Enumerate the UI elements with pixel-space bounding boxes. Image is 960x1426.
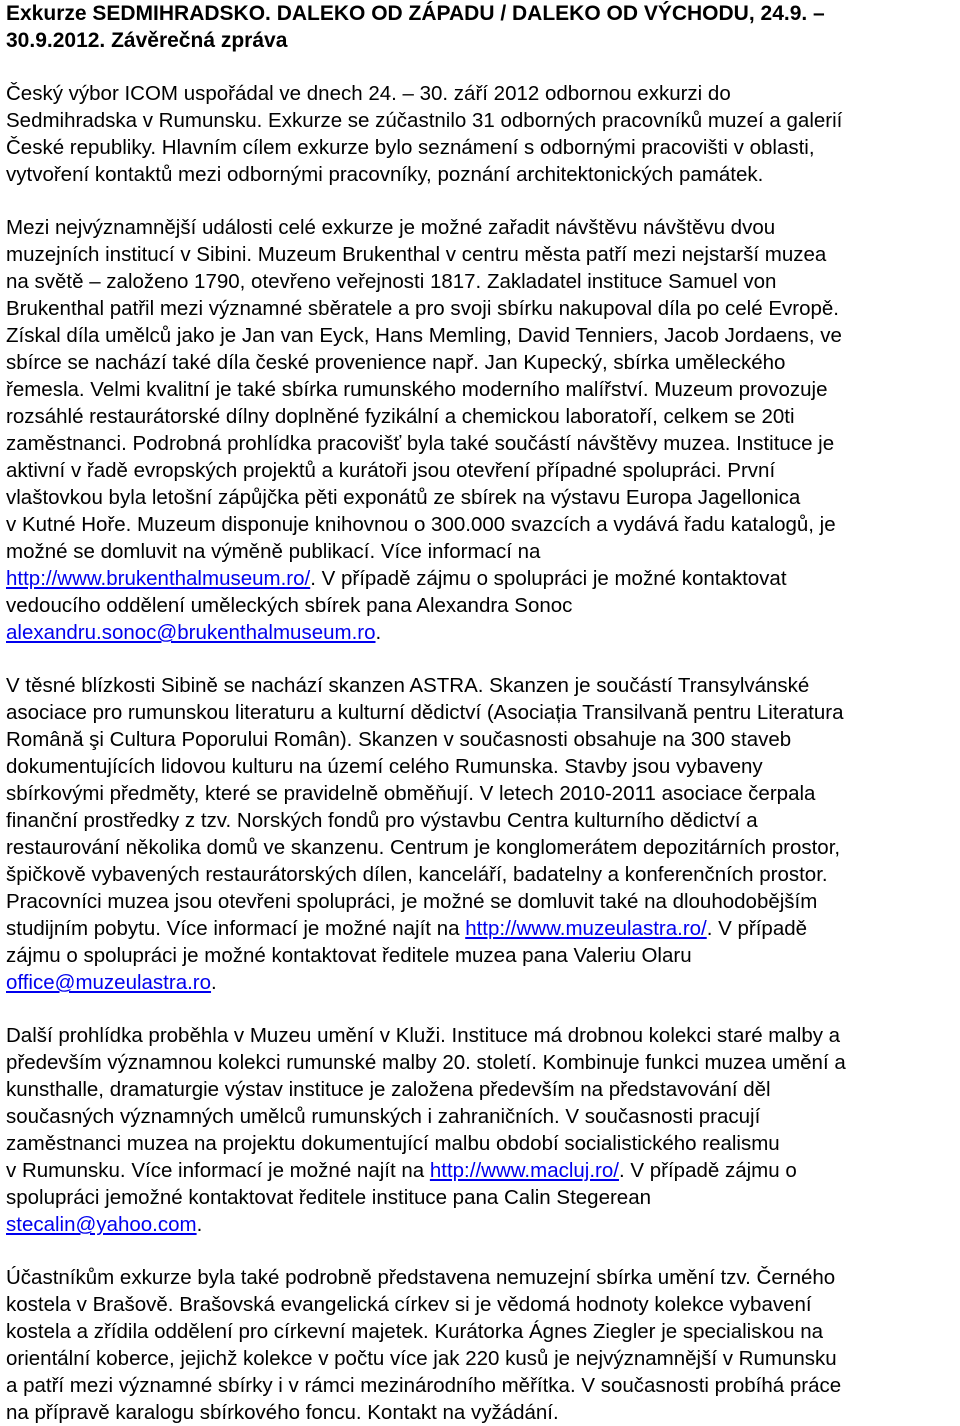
text-line-with-email — [6, 1211, 960, 1238]
text-line-with-link — [6, 915, 960, 942]
paragraph-gap — [6, 646, 960, 672]
paragraph-gap — [6, 54, 960, 80]
astra-website-link[interactable]: http://www.muzeulastra.ro/ — [465, 917, 707, 940]
paragraph-gap — [6, 188, 960, 214]
text-line: V těsné blízkosti Sibině se nachází skanzen ASTRA. Skanzen je součástí Transylvánské — [6, 674, 810, 697]
title-line-1 — [6, 0, 960, 27]
text-line: finanční prostředky z tzv. Norských fondů pro výstavbu Centra kulturního dědictví a — [6, 809, 758, 832]
text-line-with-email — [6, 969, 960, 996]
paragraph-cluj — [6, 1022, 960, 1238]
text-line: Mezi nejvýznamnější události celé exkurze je možné zařadit návštěvu návštěvu dvou — [6, 216, 776, 239]
text-line: kostela v Brašově. Brašovská evangelická církev si je vědomá hodnoty kolekce vybavení — [6, 1293, 812, 1316]
text-line: sbírkovými předměty, které se pravidelně obměňují. V letech 2010-2011 asociace čerpala — [6, 782, 816, 805]
text-line: restaurování několika domů ve skanzenu. Centrum je konglomerátem depozitárních prostor, — [6, 836, 841, 859]
text-line-with-link — [6, 565, 960, 592]
text-line: Další prohlídka proběhla v Muzeu umění v Kluži. Instituce má drobnou kolekci staré malby a — [6, 1024, 841, 1047]
text-line: řemesla. Velmi kvalitní je také sbírka rumunského moderního malířství. Muzeum provozuje — [6, 378, 828, 401]
paragraph-intro — [6, 80, 960, 188]
paragraph-black-church — [6, 1264, 960, 1426]
macluj-website-link[interactable]: http://www.macluj.ro/ — [429, 1159, 619, 1182]
text-line: kostela a zřídila oddělení pro církevní majetek. Kurátorka Ágnes Ziegler je specialiskou na — [6, 1320, 824, 1343]
document-title — [6, 0, 960, 54]
text-fragment: v Rumunsku. Více informací je možné najít na — [6, 1159, 430, 1182]
text-line: rozsáhlé restaurátorské dílny doplněné fyzikální a chemickou laboratoří, celkem se 20ti — [6, 405, 795, 428]
text-fragment: . V případě — [706, 917, 808, 940]
brukenthal-website-link[interactable]: http://www.brukenthalmuseum.ro/ — [6, 567, 311, 590]
text-line: vytvoření kontaktů mezi odbornými pracovníky, poznání architektonických památek. — [6, 163, 764, 186]
text-line: špičkově vybavených restaurátorských dílen, kanceláří, badatelny a konferenčních prostor. — [6, 863, 828, 886]
text-line: v Kutné Hoře. Muzeum disponuje knihovnou o 300.000 svazcích a vydává řadu katalogů, je — [6, 513, 836, 536]
text-line: muzejních institucí v Sibini. Muzeum Brukenthal v centru města patří mezi nejstarší muzea — [6, 243, 827, 266]
title-line-1-text: Exkurze SEDMIHRADSKO. DALEKO OD ZÁPADU / DALEKO OD VÝCHODU, 24.9. – — [6, 2, 825, 25]
text-fragment: . — [375, 621, 382, 644]
text-line: současných významných umělců rumunských i zahraničních. V současnosti pracují — [6, 1105, 761, 1128]
text-line: na přípravě karalogu sbírkového foncu. Kontakt na vyžádání. — [6, 1401, 559, 1424]
title-line-2-text: 30.9.2012. Závěrečná zpráva — [6, 29, 288, 52]
text-line: vlaštovkou byla letošní zápůjčka pěti exponátů ze sbírek na výstavu Europa Jagellonica — [6, 486, 801, 509]
text-line: zájmu o spolupráci je možné kontaktovat ředitele muzea pana Valeriu Olaru — [6, 944, 692, 967]
text-fragment: . — [211, 971, 217, 994]
paragraph-astra — [6, 672, 960, 996]
text-fragment: . V případě zájmu o spolupráci je možné kontaktovat — [310, 567, 787, 590]
text-fragment: . — [196, 1213, 203, 1236]
paragraph-brukenthal — [6, 214, 960, 646]
text-line: Română şi Cultura Poporului Român). Skanzen v současnosti obsahuje na 300 staveb — [6, 728, 792, 751]
text-line: kunsthalle, dramaturgie výstav instituce je založena především na představování děl — [6, 1078, 771, 1101]
text-line: Český výbor ICOM uspořádal ve dnech 24. – 30. září 2012 odbornou exkurzi do — [6, 82, 731, 105]
text-line: možné se domluvit na výměně publikací. Více informací na — [6, 540, 541, 563]
text-line: zaměstnanci muzea na projektu dokumentující malbu období socialistického realismu — [6, 1132, 780, 1155]
text-line: asociace pro rumunskou literaturu a kulturní dědictví (Asociația Transilvană pentru Literatura — [6, 701, 844, 724]
text-line: Pracovníci muzea jsou otevřeni spolupráci, je možné se domluvit také na dlouhodobějším — [6, 890, 818, 913]
text-line: Získal díla umělců jako je Jan van Eyck, Hans Memling, David Tenniers, Jacob Jordaens, ve — [6, 324, 842, 347]
text-fragment: studijním pobytu. Více informací je možné najít na — [6, 917, 466, 940]
text-line: vedoucího oddělení uměleckých sbírek pana Alexandra Sonoc — [6, 594, 573, 617]
text-line: Brukenthal patřil mezi významné sběratele a pro svoji sbírku nakupoval díla po celé Evropě. — [6, 297, 839, 320]
text-fragment: . V případě zájmu o — [618, 1159, 797, 1182]
text-line: především významnou kolekci rumunské malby 20. století. Kombinuje funkci muzea umění a — [6, 1051, 846, 1074]
text-line: Sedmihradska v Rumunsku. Exkurze se zúčastnilo 31 odborných pracovníků muzeí a galerií — [6, 109, 843, 132]
stegerean-email-link[interactable]: stecalin@yahoo.com — [6, 1213, 197, 1236]
paragraph-gap — [6, 1238, 960, 1264]
text-line: sbírce se nachází také díla české provenience např. Jan Kupecký, sbírka uměleckého — [6, 351, 786, 374]
sonoc-email-link[interactable]: alexandru.sonoc@brukenthalmuseum.ro — [6, 621, 376, 644]
text-line: aktivní v řadě evropských projektů a kurátoři jsou otevření případné spolupráci. První — [6, 459, 776, 482]
text-line: zaměstnanci. Podrobná prohlídka pracovišť byla také součástí návštěvy muzea. Instituce je — [6, 432, 835, 455]
text-line: na světě – založeno 1790, otevřeno veřejnosti 1817. Zakladatel instituce Samuel von — [6, 270, 777, 293]
document-page — [6, 0, 960, 1426]
text-line: České republiky. Hlavním cílem exkurze bylo seznámení s odbornými pracovišti v oblasti, — [6, 136, 815, 159]
text-line: spolupráci jemožné kontaktovat ředitele instituce pana Calin Stegerean — [6, 1186, 651, 1209]
text-line: Účastníkům exkurze byla také podrobně představena nemuzejní sbírka umění tzv. Černého — [6, 1266, 836, 1289]
text-line: a patří mezi významné sbírky i v rámci mezinárodního měřítka. V současnosti probíhá práce — [6, 1374, 842, 1397]
paragraph-gap — [6, 996, 960, 1022]
text-line: orientální koberce, jejichž kolekce v počtu více jak 220 kusů je nejvýznamnější v Rumunsku — [6, 1347, 837, 1370]
text-line-with-link — [6, 1157, 960, 1184]
title-line-2 — [6, 27, 960, 54]
text-line: dokumentujících lidovou kulturu na území celého Rumunska. Stavby jsou vybaveny — [6, 755, 763, 778]
text-line-with-email — [6, 619, 960, 646]
olaru-email-link[interactable]: office@muzeulastra.ro — [6, 971, 212, 994]
